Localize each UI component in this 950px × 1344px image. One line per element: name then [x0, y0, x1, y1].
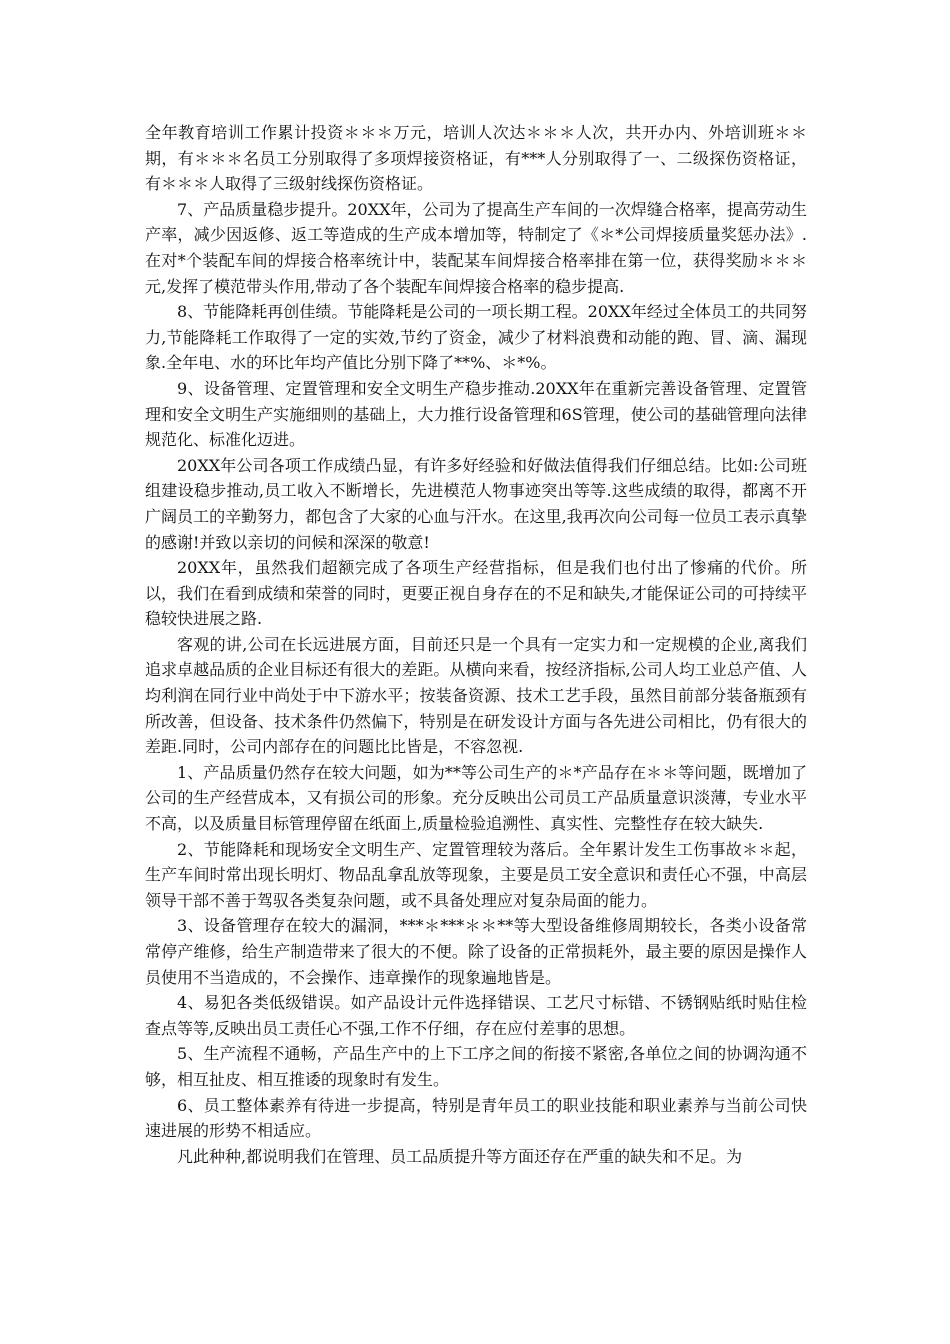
paragraph-12: 5、生产流程不通畅，产品生产中的上下工序之间的衔接不紧密,各单位之间的协调沟通不够，相互扯皮、相互推诿的现象时有发生。	[145, 1044, 807, 1089]
paragraph-7: 客观的讲,公司在长远进展方面，目前还只是一个具有一定实力和一定规模的企业,离我们追求卓越品质的企业目标还有很大的差距。从横向来看，按经济指标,公司人均工业总产值、人均利润在同行业中尚处于中下游水平；按装备资源、技术工艺手段，虽然目前部分装备瓶颈有所改善，但设备、技术条件仍然偏下，特别是在研发设计方面与各先进公司相比，仍有很大的差距.同时，公司内部存在的问题比比皆是，不容忽视.	[145, 634, 807, 757]
paragraph-1: 全年教育培训工作累计投资＊＊＊万元，培训人次达＊＊＊人次，共开办内、外培训班＊＊期，有＊＊＊名员工分别取得了多项焊接资格证，有***人分别取得了一、二级探伤资格证，有＊＊＊人取得了三级射线探伤资格证。	[145, 123, 807, 194]
paragraph-5: 20XX年公司各项工作成绩凸显，有许多好经验和好做法值得我们仔细总结。比如:公司班组建设稳步推动,员工收入不断增长，先进模范人物事迹突出等等.这些成绩的取得，都离不开广阔员工的辛勤努力，都包含了大家的心血与汗水。在这里,我再次向公司每一位员工表示真挚的感谢!并致以亲切的问候和深深的敬意!	[145, 455, 807, 552]
paragraph-8: 1、产品质量仍然存在较大问题，如为**等公司生产的＊*产品存在＊＊等问题，既增加了公司的生产经营成本，又有损公司的形象。充分反映出公司员工产品质量意识淡薄，专业水平不高，以及质量目标管理停留在纸面上,质量检验追溯性、真实性、完整性存在较大缺失.	[145, 762, 807, 834]
paragraph-9: 2、节能降耗和现场安全文明生产、定置管理较为落后。全年累计发生工伤事故＊＊起，生产车间时常出现长明灯、物品乱拿乱放等现象，主要是员工安全意识和责任心不强，中高层领导干部不善于驾驭各类复杂问题，或不具备处理应对复杂局面的能力。	[145, 839, 807, 910]
paragraph-3: 8、节能降耗再创佳绩。节能降耗是公司的一项长期工程。20XX年经过全体员工的共同努力,节能降耗工作取得了一定的实效,节约了资金，减少了材料浪费和动能的跑、冒、滴、漏现象.全年电、水的环比年均产值比分别下降了**%、＊*%。	[145, 302, 807, 373]
document-page	[145, 120, 807, 1169]
paragraph-11: 4、易犯各类低级错误。如产品设计元件选择错误、工艺尺寸标错、不锈钢贴纸时贴住检查点等等,反映出员工责任心不强,工作不仔细，存在应付差事的思想。	[145, 993, 807, 1038]
paragraph-4: 9、设备管理、定置管理和安全文明生产稳步推动.20XX年在重新完善设备管理、定置管理和安全文明生产实施细则的基础上，大力推行设备管理和6S管理，使公司的基础管理向法律规范化、标准化迈进。	[145, 378, 807, 450]
paragraph-13: 6、员工整体素养有待进一步提高，特别是青年员工的职业技能和职业素养与当前公司快速进展的形势不相适应。	[145, 1095, 807, 1141]
paragraph-6: 20XX年，虽然我们超额完成了各项生产经营指标，但是我们也付出了惨痛的代价。所以，我们在看到成绩和荣誉的同时，更要正视自身存在的不足和缺失,才能保证公司的可持续平稳较快进展之路.	[145, 558, 807, 629]
paragraph-14: 凡此种种,都说明我们在管理、员工品质提升等方面还存在严重的缺失和不足。为	[177, 1146, 743, 1166]
paragraph-2: 7、产品质量稳步提升。20XX年，公司为了提高生产车间的一次焊缝合格率，提高劳动生产率，减少因返修、返工等造成的生产成本增加等，特制定了《＊*公司焊接质量奖惩办法》.在对*个装配车间的焊接合格率统计中，装配某车间焊接合格率排在第一位，获得奖励＊＊＊元,发挥了模范带头作用,带动了各个装配车间焊接合格率的稳步提高.	[145, 199, 807, 296]
paragraph-10: 3、设备管理存在较大的漏洞，***＊***＊＊**等大型设备维修周期较长，各类小设备常常停产维修，给生产制造带来了很大的不便。除了设备的正常损耗外，最主要的原因是操作人员使用不当造成的，不会操作、违章操作的现象遍地皆是。	[145, 916, 807, 987]
